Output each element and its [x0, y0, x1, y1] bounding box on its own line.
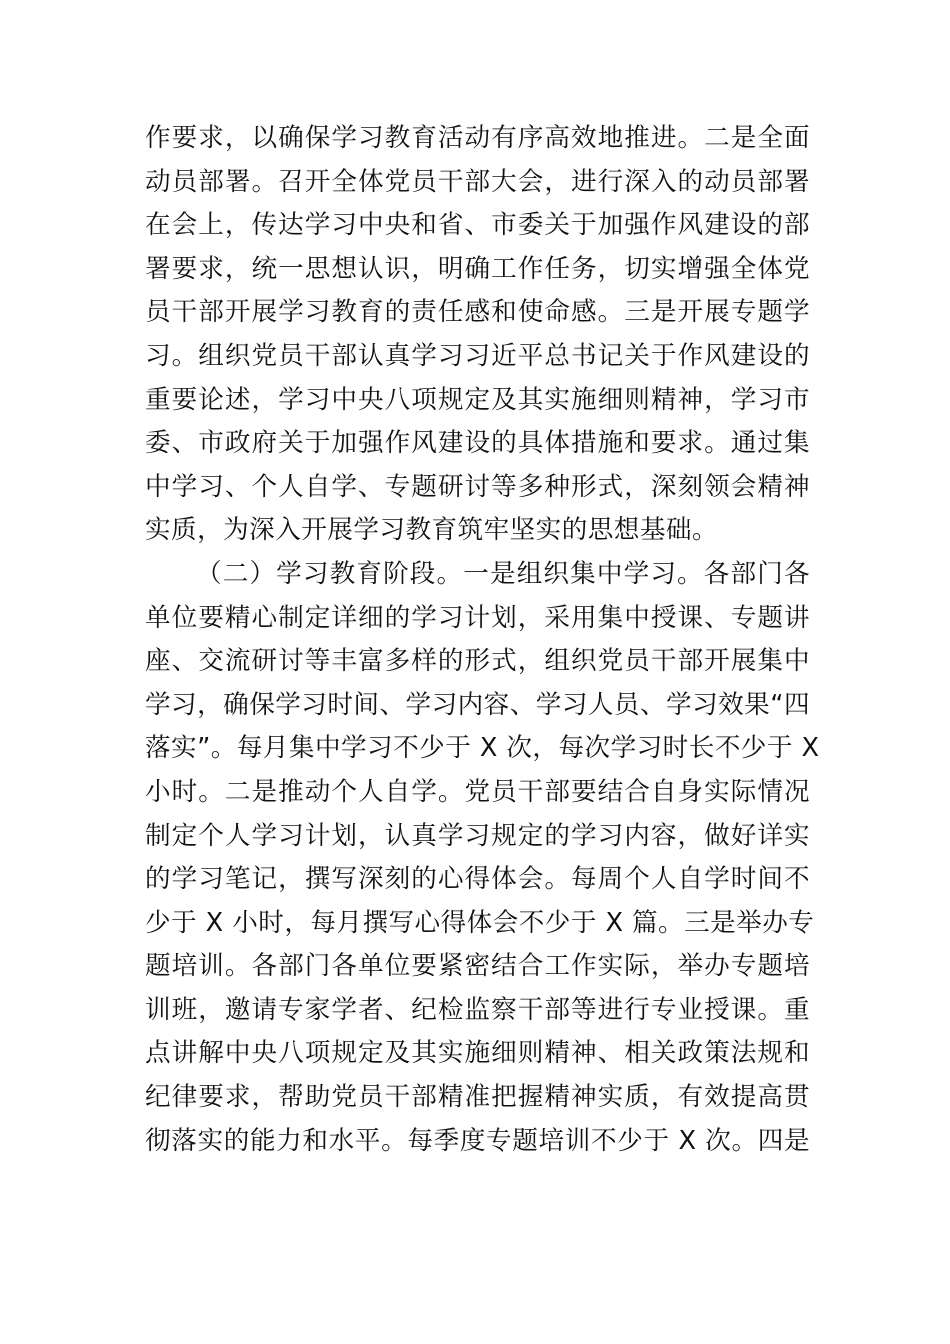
text-line: 落实”。每月集中学习不少于 X 次，每次学习时长不少于 X — [145, 733, 820, 764]
text-line: 署要求，统一思想认识，明确工作任务，切实增强全体党 — [145, 253, 810, 284]
text-line: 员干部开展学习教育的责任感和使命感。三是开展专题学 — [145, 297, 810, 328]
text-line: 动员部署。召开全体党员干部大会，进行深入的动员部署 — [145, 166, 810, 197]
text-line: 点讲解中央八项规定及其实施细则精神、相关政策法规和 — [145, 1038, 810, 1069]
text-line: 彻落实的能力和水平。每季度专题培训不少于 X 次。四是 — [145, 1125, 810, 1156]
text-line: 习。组织党员干部认真学习习近平总书记关于作风建设的 — [145, 340, 810, 371]
text-line: 实质，为深入开展学习教育筑牢坚实的思想基础。 — [145, 515, 718, 546]
text-line: 在会上，传达学习中央和省、市委关于加强作风建设的部 — [145, 210, 810, 241]
text-line: 小时。二是推动个人自学。党员干部要结合自身实际情况 — [145, 776, 810, 807]
text-line: 作要求，以确保学习教育活动有序高效地推进。二是全面 — [145, 123, 810, 153]
text-line: 委、市政府关于加强作风建设的具体措施和要求。通过集 — [145, 428, 810, 459]
text-line: 的学习笔记，撰写深刻的心得体会。每周个人自学时间不 — [145, 864, 810, 895]
text-line: 训班，邀请专家学者、纪检监察干部等进行专业授课。重 — [145, 994, 810, 1025]
text-line: 重要论述，学习中央八项规定及其实施细则精神，学习市 — [145, 384, 810, 415]
text-line: 单位要精心制定详细的学习计划，采用集中授课、专题讲 — [145, 602, 810, 633]
text-line: 题培训。各部门各单位要紧密结合工作实际，举办专题培 — [145, 951, 810, 982]
text-line: 中学习、个人自学、专题研讨等多种形式，深刻领会精神 — [145, 471, 810, 502]
paragraph-study-phase — [145, 553, 820, 1163]
text-line: 座、交流研讨等丰富多样的形式，组织党员干部开展集中 — [145, 646, 810, 677]
text-line: 纪律要求，帮助党员干部精准把握精神实质，有效提高贯 — [145, 1082, 810, 1113]
text-line: 制定个人学习计划，认真学习规定的学习内容，做好详实 — [145, 820, 810, 851]
section-heading-line: （二）学习教育阶段。一是组织集中学习。各部门各 — [196, 558, 810, 589]
text-line: 少于 X 小时，每月撰写心得体会不少于 X 篇。三是举办专 — [145, 907, 815, 938]
document-body — [145, 117, 820, 1163]
text-line: 学习，确保学习时间、学习内容、学习人员、学习效果“四 — [145, 689, 810, 720]
paragraph-deployment-continuation — [145, 117, 810, 553]
